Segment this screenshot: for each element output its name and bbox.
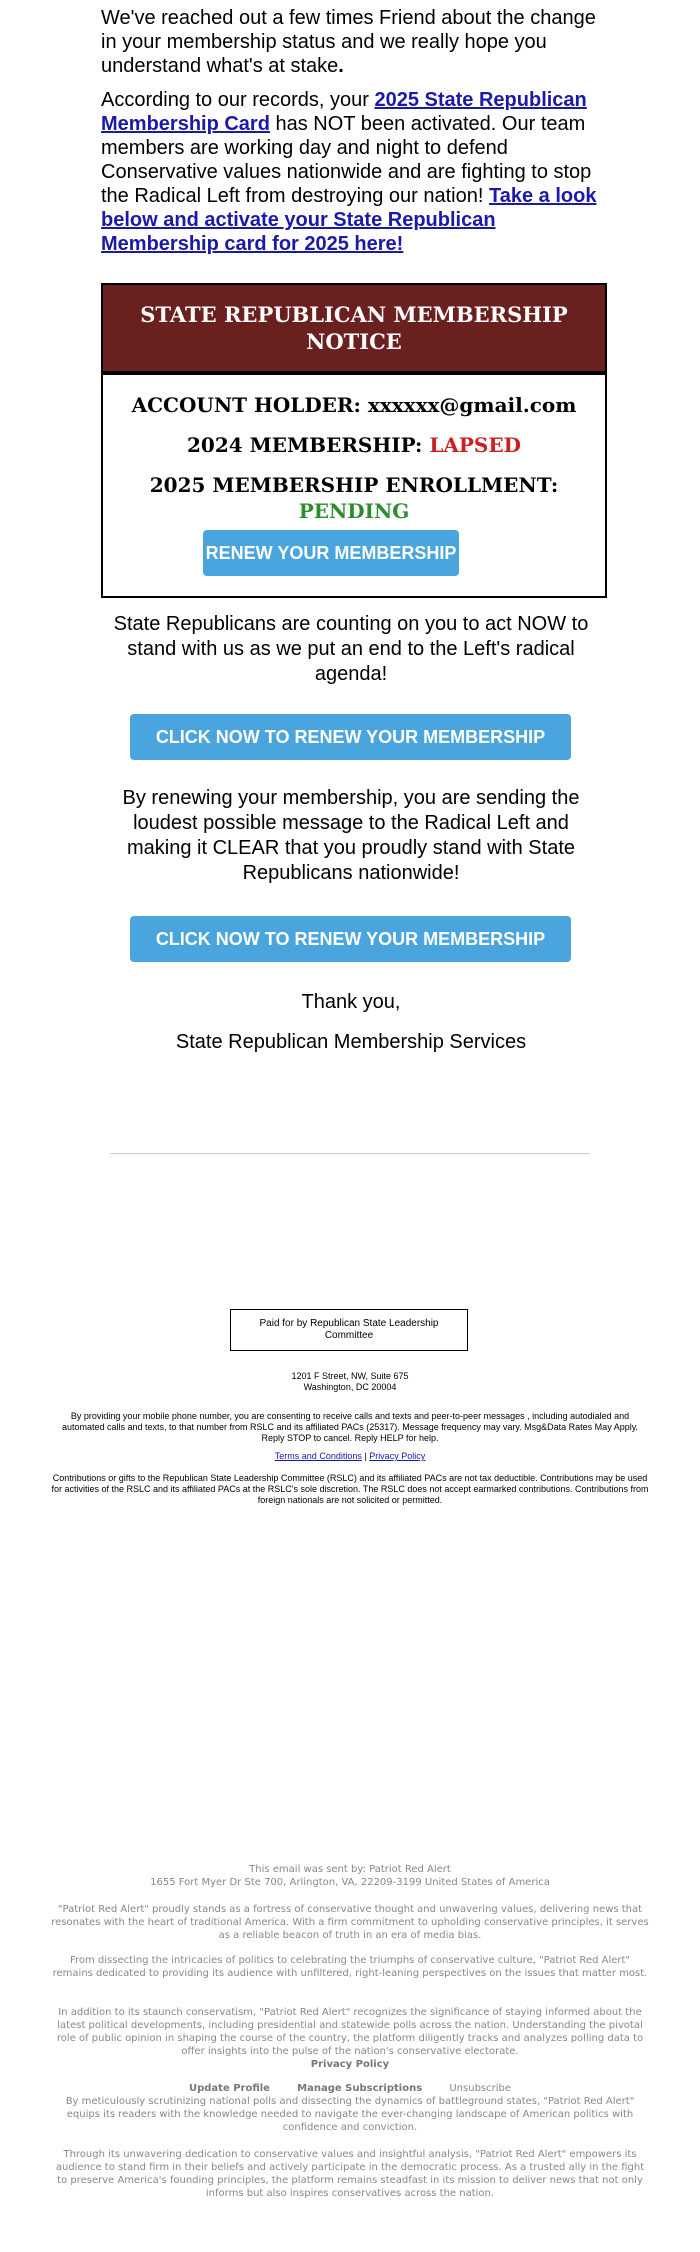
unsubscribe-link[interactable]: Unsubscribe bbox=[449, 2083, 512, 2094]
signoff-text: State Republican Membership Services bbox=[175, 1031, 527, 1053]
renew-cta-button-2[interactable]: CLICK NOW TO RENEW YOUR MEMBERSHIP bbox=[130, 916, 571, 962]
membership-notice bbox=[101, 283, 607, 598]
privacy-link[interactable]: Privacy Policy bbox=[369, 1451, 426, 1461]
sender-info bbox=[50, 1863, 650, 1889]
about-paragraph-2: From dissecting the intricacies of politics to celebrating the triumphs of conservative culture, "Patriot Red Alert" remains dedicated to providing its audience with unfiltered, right-leaning perspectives on the issues that matter most. bbox=[52, 1955, 648, 1979]
account-holder-line bbox=[103, 392, 605, 418]
renew-cta-button-1[interactable]: CLICK NOW TO RENEW YOUR MEMBERSHIP bbox=[130, 714, 571, 760]
paid-for-box bbox=[230, 1309, 468, 1351]
membership-2025-status: PENDING bbox=[298, 499, 410, 523]
membership-2024-line bbox=[103, 432, 605, 458]
notice-title: STATE REPUBLICAN MEMBERSHIP NOTICE bbox=[103, 285, 605, 375]
footer-divider bbox=[110, 1153, 590, 1154]
intro-text-2-mid: has NOT been activated. Our team members are working day and night to defend Conservative values nationwide and are fighting to stop the Radical Left from destroying our nation! bbox=[101, 113, 592, 207]
paid-for-text: Paid for by Republican State Leadership Committee bbox=[259, 1318, 439, 1341]
about-paragraph-3: In addition to its staunch conservatism, "Patriot Red Alert" recognizes the significance of staying informed about the latest political developments, including presidential and statewide polls across the nation. Understanding the pivotal role of public opinion in shaping the course of the country, the platform diligently tracks and analyzes polling data to offer insights into the pulse of the nation's conservative electorate. bbox=[56, 2007, 644, 2057]
sent-by-text: This email was sent by: Patriot Red Alert bbox=[249, 1864, 451, 1875]
membership-card-link[interactable]: 2025 State Republican Membership Card bbox=[101, 89, 587, 135]
footer-links bbox=[50, 1451, 650, 1462]
preference-links bbox=[50, 2082, 650, 2095]
manage-subscriptions-link[interactable]: Manage Subscriptions bbox=[297, 2083, 423, 2094]
intro-text-1: We've reached out a few times Friend about the change in your membership status and we really hope you understand what's at stake bbox=[101, 7, 596, 77]
terms-link[interactable]: Terms and Conditions bbox=[274, 1451, 362, 1461]
footer-address bbox=[50, 1371, 650, 1393]
contributions-disclaimer: Contributions or gifts to the Republican State Leadership Committee (RSLC) and its affiliated PACs are not tax deductible. Contributions may be used for activities of the RSLC and its affiliated PACs at the RSLC's sole discretion. The RSLC does not accept earmarked contributions. Contributions from foreign nationals are not solicited or permitted. bbox=[51, 1473, 649, 1505]
sms-consent-text: By providing your mobile phone number, you are consenting to receive calls and texts and peer-to-peer messages , including autodialed and automated calls and texts, to that number from RSLC and its affiliated PACs (25317). Message frequency may vary. Msg&Data Rates May Apply. Reply STOP to cancel. Reply HELP for help. bbox=[61, 1411, 639, 1443]
renew-membership-button[interactable]: RENEW YOUR MEMBERSHIP bbox=[203, 530, 459, 576]
intro-text-2-pre: According to our records, your bbox=[101, 89, 375, 111]
membership-2024-status: LAPSED bbox=[429, 433, 521, 457]
account-holder-value: xxxxxx@gmail.com bbox=[367, 393, 577, 417]
thanks-text: Thank you, bbox=[301, 991, 401, 1013]
membership-2025-label: 2025 MEMBERSHIP ENROLLMENT: bbox=[149, 473, 559, 497]
intro-paragraph-1 bbox=[101, 6, 607, 78]
renewing-text: By renewing your membership, you are sending the loudest possible message to the Radical Left and making it CLEAR that you proudly stand with State Republicans nationwide! bbox=[122, 787, 580, 884]
footer-address-line-1: 1201 F Street, NW, Suite 675 bbox=[291, 1371, 409, 1381]
about-paragraph-4: By meticulously scrutinizing national polls and dissecting the dynamics of battleground states, "Patriot Red Alert" equips its readers with the knowledge needed to navigate the ever-changing landscape of American politics with confidence and conviction. bbox=[65, 2096, 635, 2133]
sender-address: 1655 Fort Myer Dr Ste 700, Arlington, VA, 22209-3199 United States of America bbox=[150, 1877, 550, 1888]
membership-2024-label: 2024 MEMBERSHIP: bbox=[187, 433, 430, 457]
membership-2025-line bbox=[103, 472, 605, 524]
links-separator: | bbox=[361, 1451, 370, 1461]
sender-privacy-link[interactable]: Privacy Policy bbox=[310, 2059, 390, 2070]
about-paragraph-5: Through its unwavering dedication to conservative values and insightful analysis, "Patriot Red Alert" empowers its audience to stand firm in their beliefs and actively participate in the democratic process. As a trusted ally in the fight to preserve America's founding principles, the platform remains steadfast in its mission to deliver news that not only informs but also inspires conservatives across the nation. bbox=[55, 2149, 645, 2199]
footer-address-line-2: Washington, DC 20004 bbox=[303, 1382, 397, 1392]
account-holder-label: ACCOUNT HOLDER: bbox=[131, 393, 368, 417]
intro-text-1-end: . bbox=[338, 55, 344, 77]
update-profile-link[interactable]: Update Profile bbox=[188, 2083, 270, 2094]
counting-text: State Republicans are counting on you to act NOW to stand with us as we put an end to the Left's radical agenda! bbox=[113, 613, 589, 685]
activate-card-link[interactable]: Take a look below and activate your State Republican Membership card for 2025 here! bbox=[101, 185, 597, 255]
about-paragraph-1: "Patriot Red Alert" proudly stands as a fortress of conservative thought and unwavering values, delivering news that resonates with the heart of traditional America. With a firm commitment to upholding conservative principles, it serves as a reliable beacon of truth in an era of media bias. bbox=[51, 1904, 649, 1941]
intro-paragraph-2 bbox=[101, 88, 607, 256]
